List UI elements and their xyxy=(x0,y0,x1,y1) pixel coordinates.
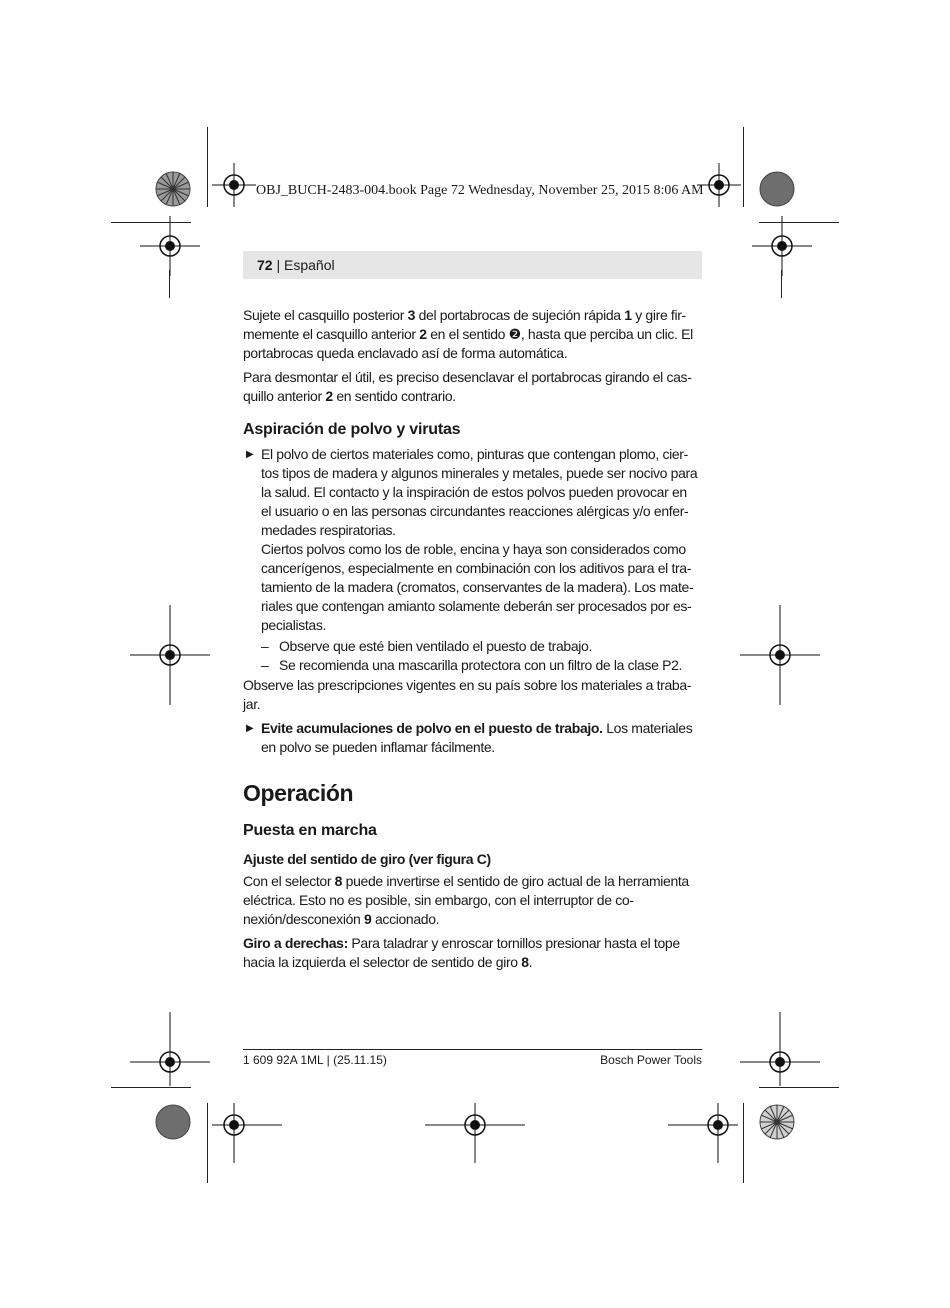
paragraph: Giro a derechas: Para taladrar y enroscar tornillos presionar hasta el tope hacia la izquierda el selector de sentido de giro 8. xyxy=(243,935,680,970)
header-separator: | xyxy=(276,257,281,273)
paragraph: Observe las prescripciones vigentes en su país sobre los materiales a traba- jar. xyxy=(243,677,692,712)
dash-item: – Se recomienda una mascarilla protectora con un filtro de la clase P2. xyxy=(261,657,683,673)
printer-slug: OBJ_BUCH-2483-004.book Page 72 Wednesday, November 25, 2015 8:06 AM xyxy=(256,183,704,198)
crop-mark-line xyxy=(207,127,208,207)
crop-mark-line xyxy=(781,270,782,298)
registration-target-icon xyxy=(212,1103,282,1163)
footer-brand: Bosch Power Tools xyxy=(600,1053,702,1067)
registration-target-icon xyxy=(130,605,210,705)
registration-target-icon xyxy=(212,163,256,207)
registration-target-icon xyxy=(425,1103,525,1163)
safety-bullet: ▶ El polvo de ciertos materiales como, pinturas que contengan plomo, cier- tos tipos de madera y algunos minerales y metales, puede ser nocivo para la salud. El contacto y la inspiración de estos polvos pueden provocar en el usuario o en las personas circundantes reacciones alérgicas y/o enfer- medades respiratorias. Ciertos polvos como los de roble, encina y haya son considerados como cancerígenos, especialmente en combinación con los aditivos para el tra- tamiento de la madera (cromatos, conservantes de la madera). Los mate- riales que contengan amianto solamente deberán ser procesados por es- pecialistas. xyxy=(246,446,698,633)
chapter-heading: Operación xyxy=(243,780,354,806)
star-target-icon xyxy=(759,1104,795,1140)
safety-bullet: ▶ Evite acumulaciones de polvo en el puesto de trabajo. Los materiales en polvo se pueden inflamar fácilmente. xyxy=(246,720,693,755)
paragraph: Para desmontar el útil, es preciso desenclavar el portabrocas girando el cas- quillo anterior 2 en sentido contrario. xyxy=(243,369,692,404)
registration-target-icon xyxy=(668,1103,738,1163)
crop-mark-line xyxy=(743,1103,744,1183)
bullet-triangle-icon: ▶ xyxy=(246,449,254,460)
registration-target-icon xyxy=(740,1012,820,1092)
section-heading: Aspiración de polvo y virutas xyxy=(243,421,461,438)
page-number: 72 xyxy=(257,257,273,273)
registration-target-icon xyxy=(740,605,820,705)
registration-target-icon xyxy=(140,216,200,276)
header-language: Español xyxy=(284,257,335,273)
dash-item: – Observe que esté bien ventilado el puesto de trabajo. xyxy=(261,638,593,654)
gray-target-icon xyxy=(155,1104,191,1140)
paragraph: Sujete el casquillo posterior 3 del portabrocas de sujeción rápida 1 y gire fir- memente el casquillo anterior 2 en el sentido ❷, hasta que perciba un clic. El portabrocas queda enclavado así de forma automática. xyxy=(243,307,693,361)
direction-symbol: ❷ xyxy=(508,326,521,342)
section-heading: Puesta en marcha xyxy=(243,822,377,839)
footer-doc-number: 1 609 92A 1ML | (25.11.15) xyxy=(243,1053,387,1067)
page-body xyxy=(243,306,702,977)
running-header xyxy=(243,251,702,279)
gray-target-icon xyxy=(759,171,795,207)
registration-target-icon xyxy=(130,1012,210,1092)
star-target-icon xyxy=(155,171,191,207)
registration-target-icon xyxy=(752,216,812,276)
crop-mark-line xyxy=(207,1103,208,1183)
subsection-heading: Ajuste del sentido de giro (ver figura C) xyxy=(243,851,491,867)
crop-mark-line xyxy=(169,270,170,298)
paragraph: Con el selector 8 puede invertirse el sentido de giro actual de la herramienta eléctrica. Esto no es posible, sin embargo, con el interruptor de co- nexión/desconexión 9 accionado. xyxy=(243,873,689,927)
footer-rule xyxy=(243,1049,702,1050)
bullet-triangle-icon: ▶ xyxy=(246,723,254,734)
